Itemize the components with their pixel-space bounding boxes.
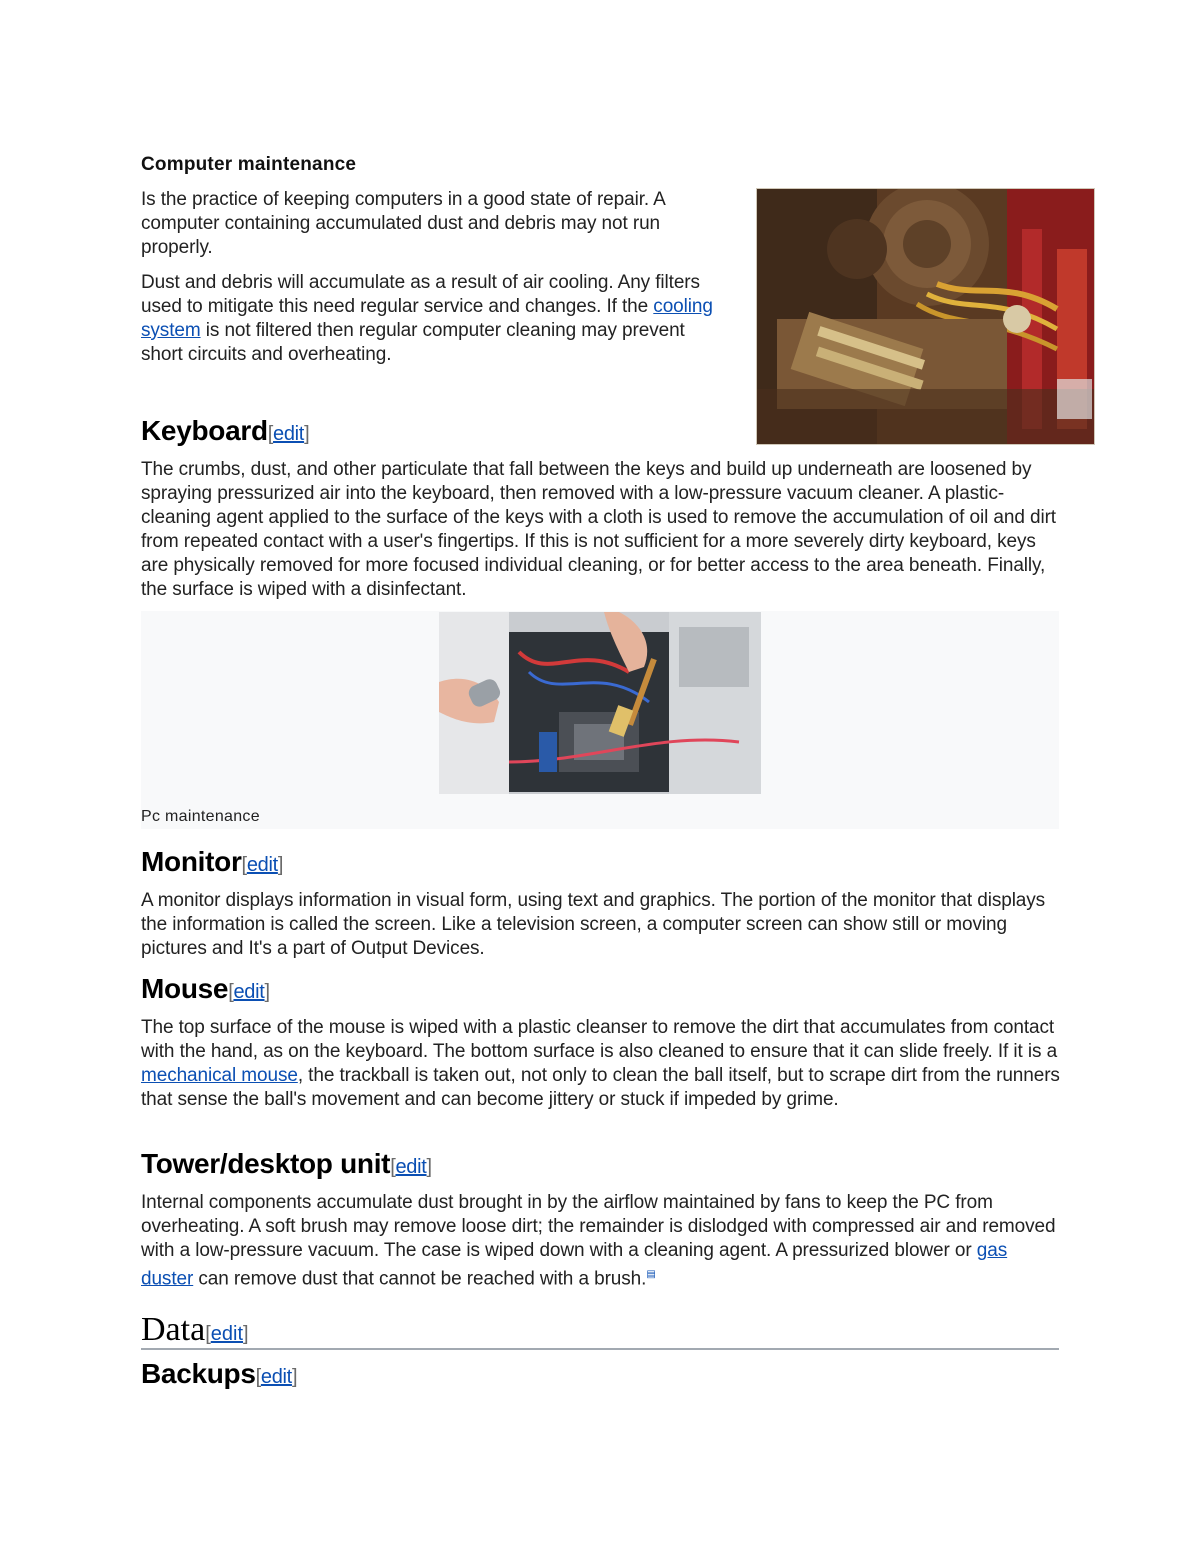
mouse-text: , the trackball is taken out, not only to clean the ball itself, but to scrape dirt from the runners that sense the ball's movement and can become jittery or stuck if impeded by grime.: [141, 1065, 1060, 1110]
figure-caption: Pc maintenance: [141, 808, 260, 825]
edit-link-monitor[interactable]: edit: [246, 854, 278, 876]
edit-link-data[interactable]: edit: [210, 1323, 243, 1345]
figure-box: [141, 611, 1059, 829]
edit-bracket: [edit]: [390, 1156, 432, 1178]
cooling-system-link[interactable]: cooling system: [141, 296, 713, 341]
mouse-text: The top surface of the mouse is wiped with a plastic cleanser to remove the dirt that accumulates from contact with the hand, as on the keyboard. The bottom surface is also cleaned to ensure that it can slide freely. If it is a: [141, 1017, 1058, 1062]
monitor-heading: [141, 845, 283, 882]
intro-section: [141, 188, 731, 367]
edit-link-mouse[interactable]: edit: [233, 981, 265, 1003]
mouse-paragraph: [141, 1016, 1061, 1112]
citation-icon[interactable]: ▤: [646, 1269, 656, 1280]
intro-text: is not filtered then regular computer cleaning may prevent short circuits and overheating.: [141, 320, 685, 365]
pc-maintenance-image: [439, 612, 761, 794]
monitor-section: [141, 889, 1061, 961]
edit-link-backups[interactable]: edit: [260, 1366, 292, 1388]
edit-bracket: [edit]: [241, 854, 284, 876]
intro-text: Dust and debris will accumulate as a result of air cooling. Any filters used to mitigate this need regular service and changes. If the: [141, 272, 700, 317]
keyboard-section: [141, 458, 1061, 602]
document-title: Computer maintenance: [141, 154, 357, 175]
backups-heading: [141, 1357, 297, 1394]
tower-paragraph: [141, 1191, 1061, 1291]
tower-text: can remove dust that cannot be reached with a brush.: [193, 1268, 647, 1290]
mechanical-mouse-link[interactable]: mechanical mouse: [141, 1065, 298, 1086]
gas-duster-link[interactable]: gas duster: [141, 1240, 1008, 1290]
heading-text: Backups: [141, 1358, 256, 1389]
edit-link-tower[interactable]: edit: [395, 1156, 427, 1178]
heading-text: Data: [141, 1311, 206, 1348]
mouse-heading: [141, 972, 270, 1009]
heading-text: Tower/desktop unit: [141, 1148, 391, 1179]
dusty-computer-illustration: [757, 189, 1094, 444]
heading-text: Monitor: [141, 846, 242, 877]
monitor-paragraph: A monitor displays information in visual form, using text and graphics. The portion of the monitor that displays the information is called the screen. Like a television screen, a computer screen can show still or moving pictures and It's a part of Output Devices.: [141, 890, 1046, 959]
heading-text: Keyboard: [141, 415, 268, 446]
edit-bracket: [edit]: [255, 1366, 298, 1388]
intro-paragraph-2: [141, 271, 731, 367]
intro-paragraph-1: Is the practice of keeping computers in a good state of repair. A computer containing accumulated dust and debris may not run properly.: [141, 189, 665, 258]
tower-text: Internal components accumulate dust brought in by the airflow maintained by fans to keep the PC from overheating. A soft brush may remove loose dirt; the remainder is dislodged with compressed air and removed with a low-pressure vacuum. The case is wiped down with a cleaning agent. A pressurized blower or: [141, 1192, 1056, 1261]
heading-text: Mouse: [141, 973, 229, 1004]
tower-section: [141, 1191, 1061, 1291]
edit-bracket: [edit]: [228, 981, 270, 1003]
edit-bracket: [edit]: [267, 423, 310, 445]
pc-maintenance-illustration: [439, 612, 761, 794]
section-divider: [141, 1348, 1059, 1350]
edit-link-keyboard[interactable]: edit: [273, 423, 305, 445]
mouse-section: [141, 1016, 1061, 1112]
keyboard-paragraph: The crumbs, dust, and other particulate that fall between the keys and build up underneath are loosened by spraying pressurized air into the keyboard, then removed with a low-pressure vacuum cleaner. A plastic-cleaning agent applied to the surface of the keys with a cloth is used to remove the accumulation of oil and dirt from repeated contact with a user's fingertips. If this is not sufficient for a more severely dirty keyboard, keys are physically removed for more focused individual cleaning, or for better access to the area beneath. Finally, the surface is wiped with a disinfectant.: [141, 459, 1056, 600]
keyboard-heading: [141, 414, 309, 451]
edit-bracket: [edit]: [205, 1323, 249, 1345]
dusty-computer-image: [756, 188, 1095, 445]
tower-heading: [141, 1147, 432, 1184]
